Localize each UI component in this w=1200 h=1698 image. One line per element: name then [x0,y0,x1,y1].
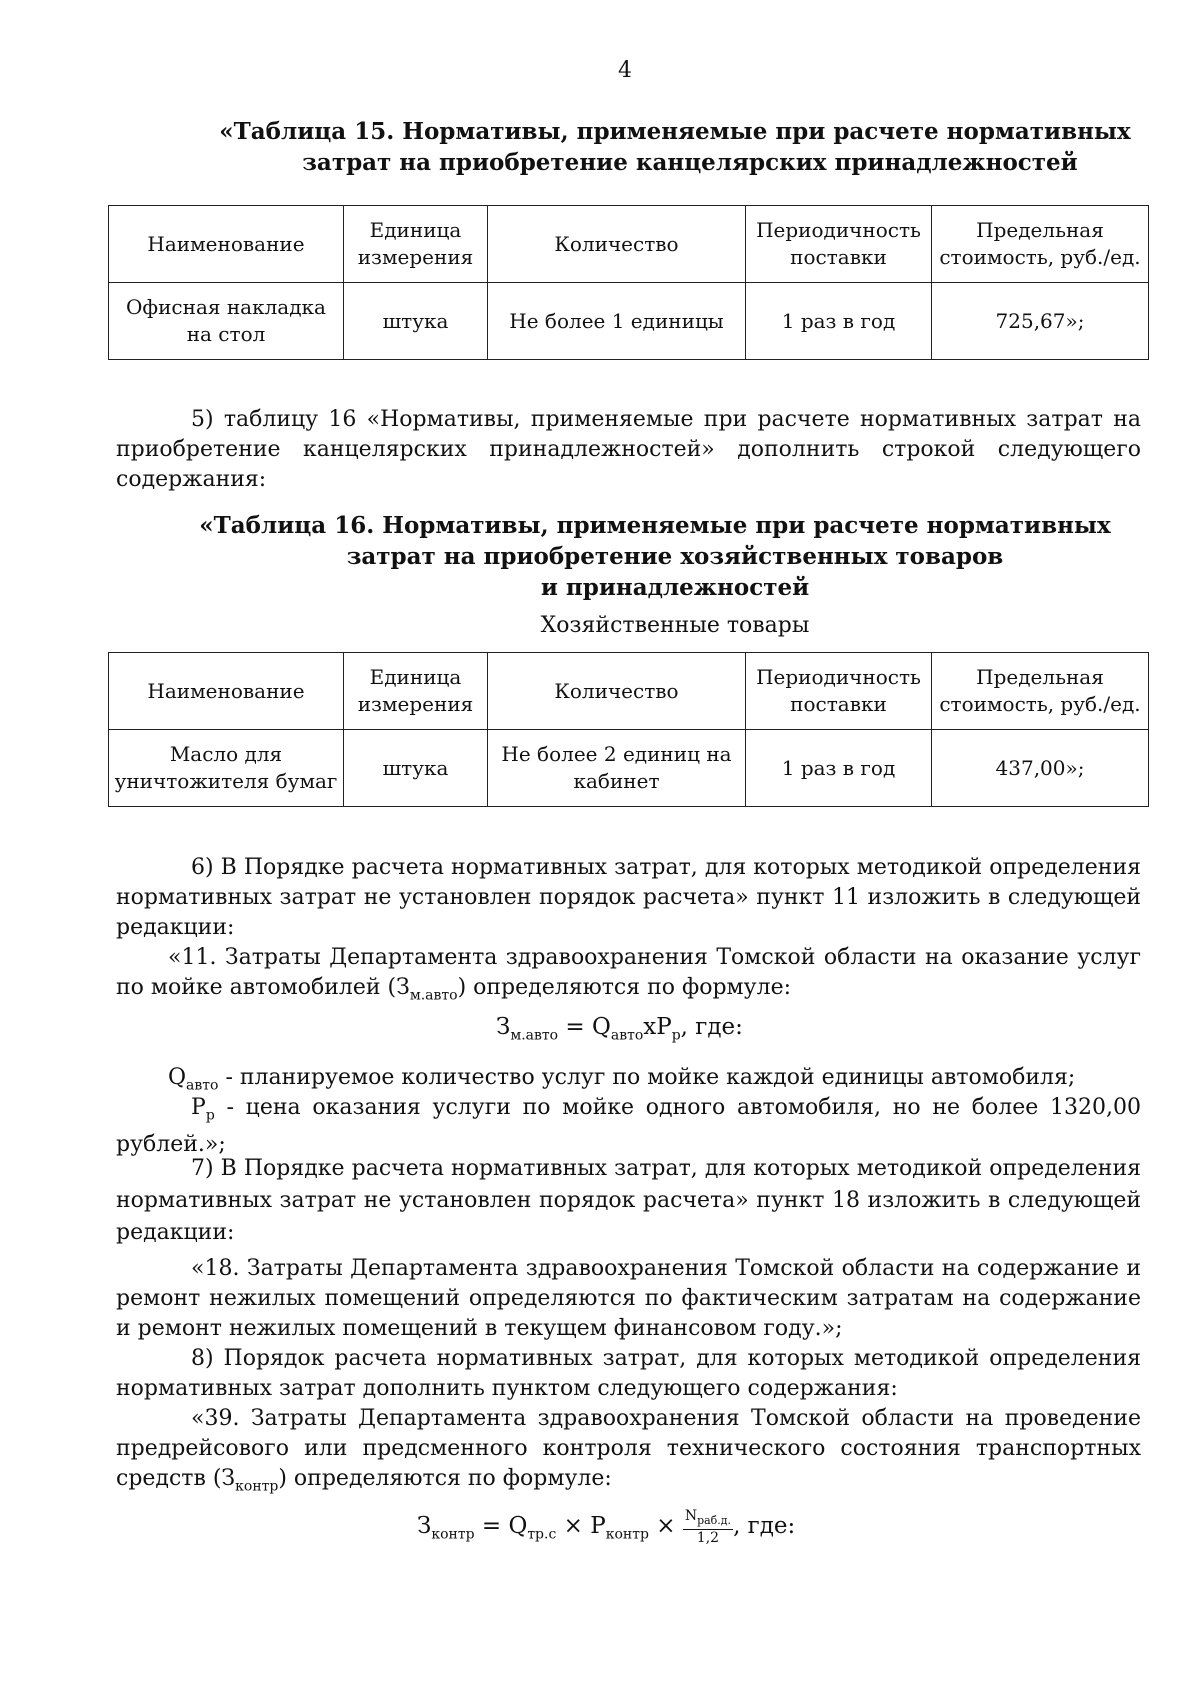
formula2-tail: , где: [733,1512,796,1539]
paragraph-6: 6) В Порядке расчета нормативных затрат, для которых методикой определения нормативных затрат не установлен порядок расчета» пункт 11 изложить в следующей редакции: [116,855,1141,940]
formula1-z: З [496,1014,511,1040]
table16-title [100,510,1200,603]
definition-p [116,1093,1141,1160]
formula1-tail: , где: [680,1014,743,1040]
table16 [108,652,1149,807]
paragraph-11-text: «11. Затраты Департамента здравоохранения Томской области на оказание услуг по мойке автомобилей (З [116,945,1141,1000]
formula2-num: N [684,1508,698,1524]
formula1-p-sub: р [671,1027,681,1044]
formula2-fraction [683,1508,733,1546]
table16-header-price: Предельная стоимость, руб./ед. [932,653,1149,730]
definition-p-sub: р [205,1107,215,1124]
table16-cell-price: 437,00»; [932,730,1149,807]
table15-cell-name: Офисная накладка на стол [109,283,344,360]
paragraph-11-subscript: м.авто [409,987,458,1004]
table15-header-name: Наименование [109,206,344,283]
table16-cell-quantity: Не более 2 единиц на кабинет [488,730,746,807]
page-number: 4 [618,58,632,83]
table15-header-period: Периодичность поставки [746,206,932,283]
definition-p-text: - цена оказания услуги по мойке одного автомобиля, но не более 1320,00 рублей.»; [116,1095,1141,1158]
table16-header-name: Наименование [109,653,344,730]
table15-header-price: Предельная стоимость, руб./ед. [932,206,1149,283]
table15-header-quantity: Количество [488,206,746,283]
formula2-times-p: × P [556,1512,606,1539]
paragraph-39-text-end: ) определяются по формуле: [278,1466,612,1491]
table15-title-line2: затрат на приобретение канцелярских принадлежностей [302,149,1078,176]
paragraph-39-text: «39. Затраты Департамента здравоохранения Томской области на проведение предрейсового или предсменного контроля технического состояния транспортных средств (З [116,1406,1141,1491]
paragraph-7: 7) В Порядке расчета нормативных затрат, для которых методикой определения нормативных затрат не установлен порядок расчета» пункт 18 изложить в следующей редакции: [116,1156,1141,1245]
table15 [108,205,1149,360]
paragraph-11 [116,943,1141,1010]
formula2-times: × [648,1512,683,1539]
table15-header-row [109,206,1149,283]
formula1-z-sub: м.авто [510,1027,559,1044]
table-row [109,730,1149,807]
formula2-p-sub: контр [605,1526,649,1543]
table16-subtitle: Хозяйственные товары [540,613,810,638]
table-row [109,283,1149,360]
paragraph-18: «18. Затраты Департамента здравоохранения Томской области на содержание и ремонт нежилых помещений определяются по фактическим затратам на содержание и ремонт нежилых помещений в текущем финансовом году.»; [116,1256,1141,1341]
paragraph-39 [116,1404,1141,1501]
formula2-eq: = Q [474,1512,528,1539]
paragraph-5: 5) таблицу 16 «Нормативы, применяемые при расчете нормативных затрат на приобретение канцелярских принадлежностей» дополнить строкой следующего содержания: [116,407,1141,492]
table16-title-line2: затрат на приобретение хозяйственных товаров [346,543,1004,570]
table15-cell-price: 725,67»; [932,283,1149,360]
formula2-num-sub: раб.д. [697,1513,732,1527]
formula1-eq: = Q [558,1014,611,1040]
formula-car-wash [496,1014,743,1044]
paragraph-39-subscript: контр [235,1478,279,1495]
formula1-q-sub: авто [610,1027,644,1044]
table16-header-period: Периодичность поставки [746,653,932,730]
table16-cell-period: 1 раз в год [746,730,932,807]
formula2-numerator [683,1508,733,1530]
definition-q-text: - планируемое количество услуг по мойке каждой единицы автомобиля; [218,1065,1076,1090]
table15-cell-quantity: Не более 1 единицы [488,283,746,360]
definition-q-symbol: Q [168,1065,187,1090]
paragraph-11-text-end: ) определяются по формуле: [457,975,791,1000]
table16-cell-unit: штука [344,730,488,807]
formula-vehicle-control [417,1508,795,1546]
table16-title-line1: «Таблица 16. Нормативы, применяемые при расчете нормативных [199,512,1111,539]
formula2-z: З [417,1512,432,1539]
table16-header-row [109,653,1149,730]
definition-q-sub: авто [186,1077,219,1094]
table16-header-unit: Единица измерения [344,653,488,730]
table16-cell-name: Масло для уничтожителя бумаг [109,730,344,807]
table16-header-quantity: Количество [488,653,746,730]
formula2-denominator: 1,2 [696,1529,720,1546]
table15-title [100,116,1200,178]
table15-cell-unit: штука [344,283,488,360]
table15-title-line1: «Таблица 15. Нормативы, применяемые при расчете нормативных [219,118,1131,145]
formula2-z-sub: контр [431,1526,475,1543]
table15-cell-period: 1 раз в год [746,283,932,360]
definition-p-symbol: P [191,1095,206,1120]
paragraph-8: 8) Порядок расчета нормативных затрат, для которых методикой определения нормативных затрат дополнить пунктом следующего содержания: [116,1346,1141,1401]
formula2-q-sub: тр.с [527,1526,557,1543]
table15-header-unit: Единица измерения [344,206,488,283]
table16-title-line3: и принадлежностей [540,574,810,601]
formula1-x: хP [643,1014,672,1040]
